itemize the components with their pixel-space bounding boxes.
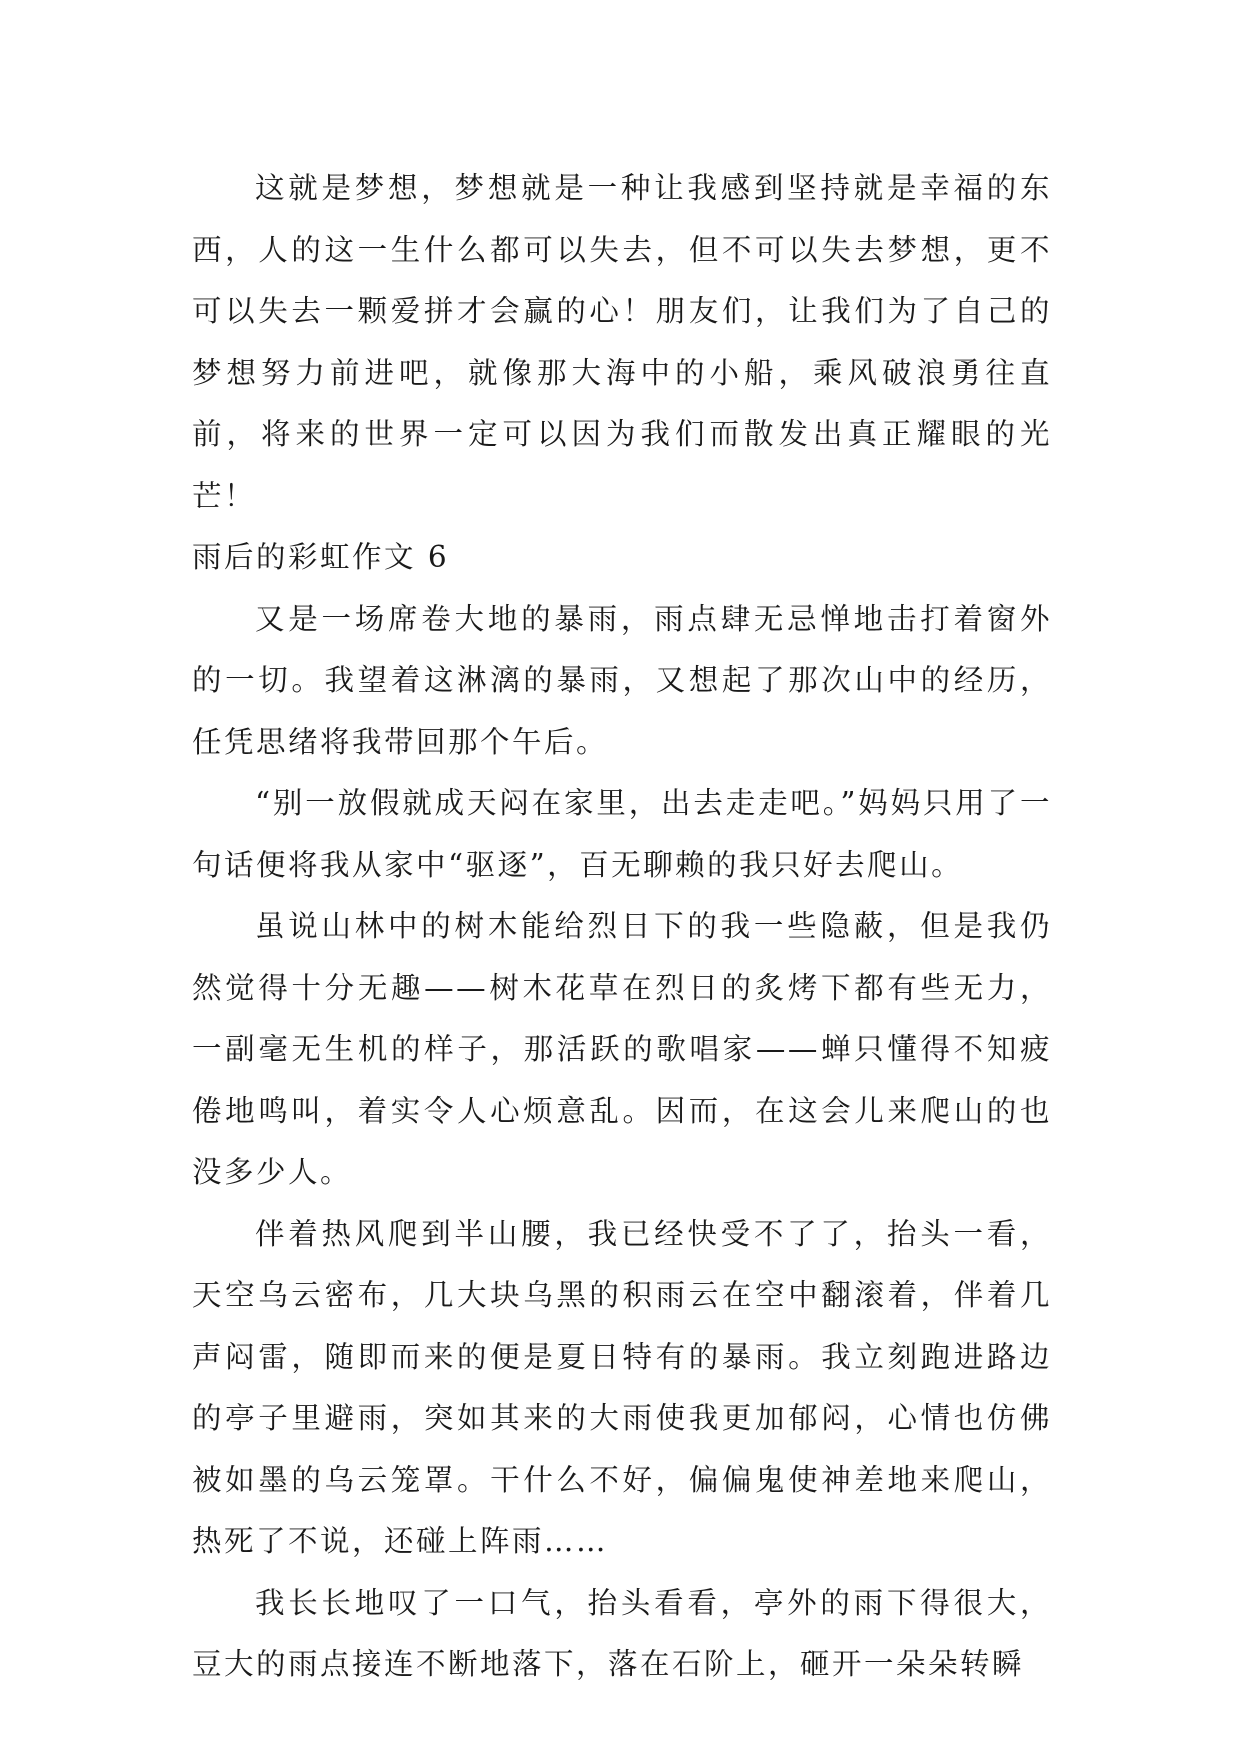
paragraph-4: 伴着热风爬到半山腰，我已经快受不了了，抬头一看，天空乌云密布，几大块乌黑的积雨云在空中翻滚着，伴着几声闷雷，随即而来的便是夏日特有的暴雨。我立刻跑进路边的亭子里避雨，突如其来的大雨使我更加郁闷，心情也仿佛被如墨的乌云笼罩。干什么不好，偏偏鬼使神差地来爬山，热死了不说，还碰上阵雨……	[192, 1216, 1052, 1558]
section-title: 雨后的彩虹作文 6	[192, 540, 450, 574]
paragraph-1: 又是一场席卷大地的暴雨，雨点肆无忌惮地击打着窗外的一切。我望着这淋漓的暴雨，又想起了那次山中的经历，任凭思绪将我带回那个午后。	[192, 601, 1052, 759]
paragraph-dream-conclusion: 这就是梦想，梦想就是一种让我感到坚持就是幸福的东西，人的这一生什么都可以失去，但不可以失去梦想，更不可以失去一颗爱拼才会赢的心！朋友们，让我们为了自己的梦想努力前进吧，就像那大海中的小船，乘风破浪勇往直前，将来的世界一定可以因为我们而散发出真正耀眼的光芒！	[192, 171, 1052, 513]
paragraph-3: 虽说山林中的树木能给烈日下的我一些隐蔽，但是我仍然觉得十分无趣——树木花草在烈日的炙烤下都有些无力，一副毫无生机的样子，那活跃的歌唱家——蝉只懂得不知疲倦地鸣叫，着实令人心烦意乱。因而，在这会儿来爬山的也没多少人。	[192, 909, 1052, 1189]
paragraph-5: 我长长地叹了一口气，抬头看看，亭外的雨下得很大，豆大的雨点接连不断地落下，落在石阶上，砸开一朵朵转瞬	[192, 1585, 1052, 1681]
paragraph-2: “别一放假就成天闷在家里，出去走走吧。”妈妈只用了一句话便将我从家中“驱逐”，百无聊赖的我只好去爬山。	[192, 786, 1052, 882]
document-body	[192, 158, 1052, 1696]
